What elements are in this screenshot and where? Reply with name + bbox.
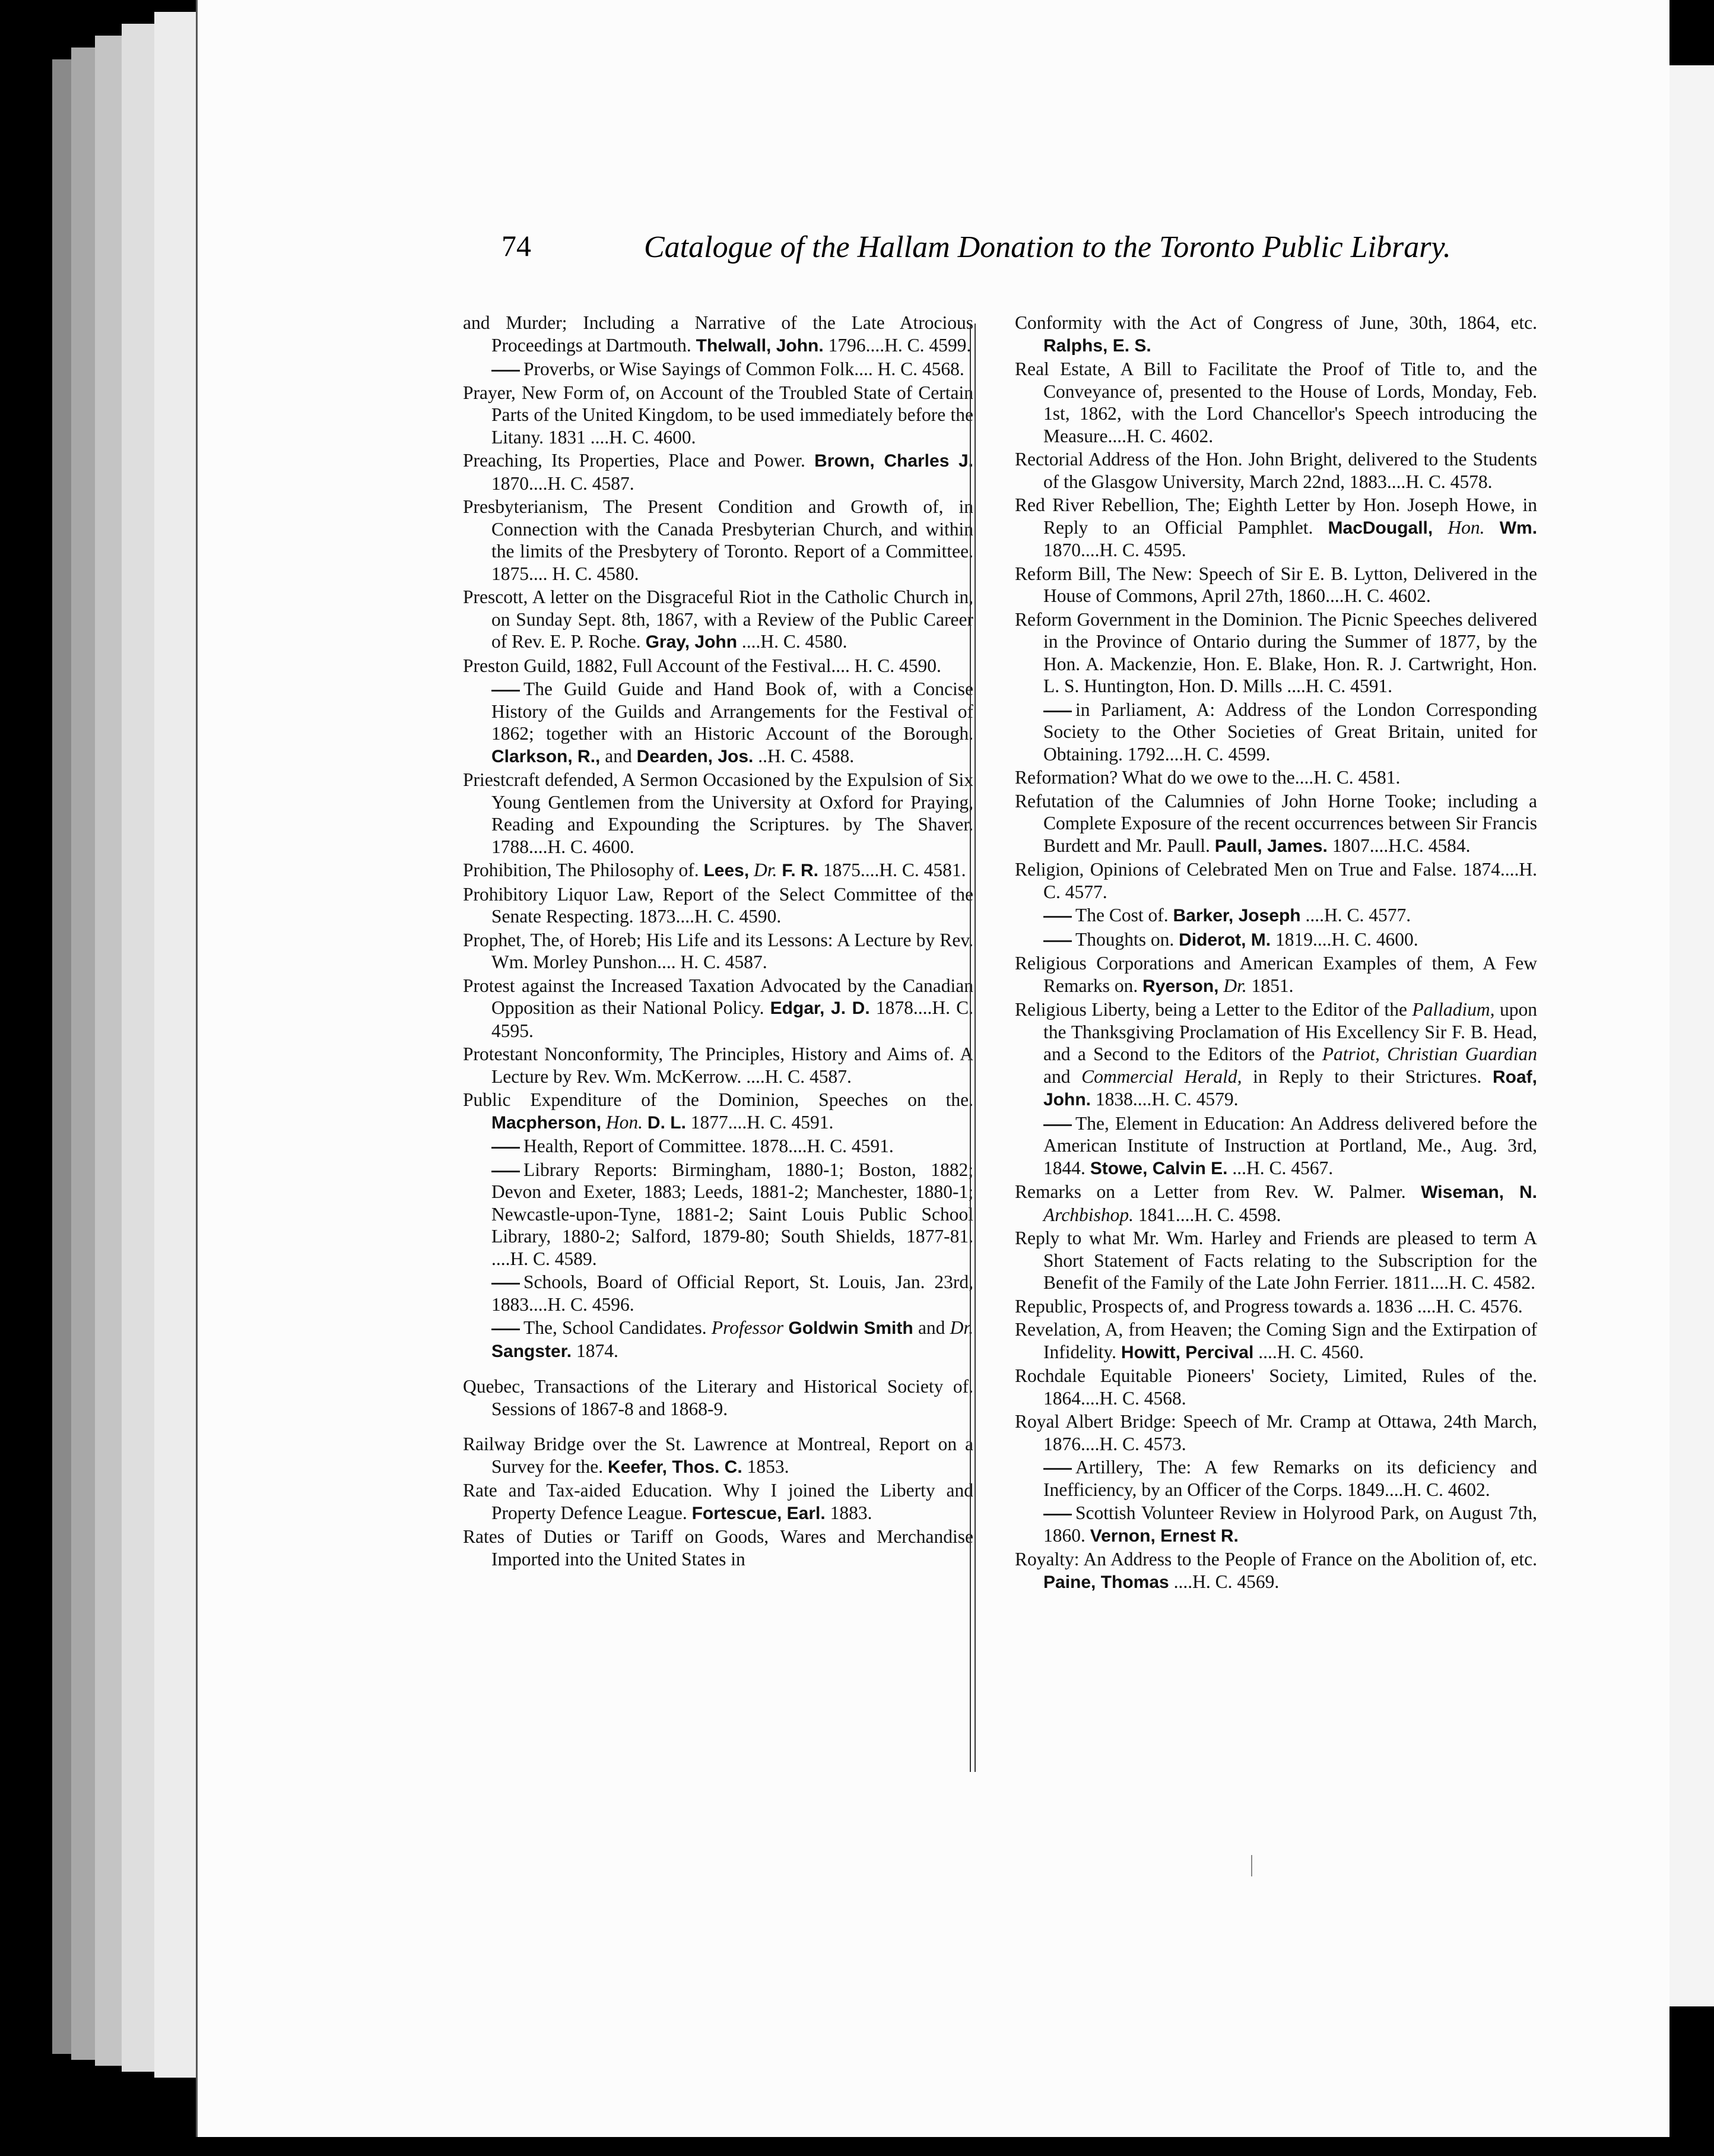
entry-title: Quebec, Transactions of the Literary and Historical Society of. Sessions of 1867-8 and 1868-9. [463, 1376, 973, 1419]
ditto-dash [491, 1283, 520, 1285]
entry-shelfmark: ....H. C. 4560. [1258, 1341, 1364, 1362]
entry-title: Presbyterianism, The Present Condition and Growth of, in Connection with the Canada Presbyterian Church, and within the limits of the Presbytery of Toronto. Report of a Committee. 1875.... H. C. 4580. [463, 496, 973, 584]
entry-shelfmark: 1875....H. C. 4581. [823, 860, 966, 880]
ditto-dash [1043, 1124, 1072, 1126]
ditto-dash [491, 690, 520, 692]
entry-title: Library Reports: Birmingham, 1880-1; Boston, 1882; Devon and Exeter, 1883; Leeds, 1881-2; Manchester, 1880-1; Newcastle-upon-Tyne, 1881-2; Saint Louis Public School Library, 1880-2; Salford, 1879-80; South Shields, 1877-81. ....H. C. 4589. [491, 1159, 973, 1269]
ditto-dash [1043, 711, 1072, 712]
entry-title: The, School Candidates. [523, 1317, 707, 1338]
entry-shelfmark: 1878....H. C. 4595. [491, 997, 974, 1041]
catalogue-entry [1015, 952, 1537, 997]
entry-author: Ryerson, [1142, 976, 1219, 996]
entry-shelfmark: ..H. C. 4588. [758, 745, 855, 766]
entry-author: Howitt, Percival [1121, 1342, 1254, 1362]
catalogue-entry [1015, 699, 1537, 766]
entry-title: Artillery, The: A few Remarks on its deficiency and Inefficiency, by an Officer of the Corps. 1849....H. C. 4602. [1043, 1457, 1537, 1500]
catalogue-entry [1015, 928, 1537, 952]
catalogue-entry [1015, 448, 1537, 493]
entry-author: Roaf, John. [1043, 1067, 1537, 1109]
ditto-dash [491, 1329, 520, 1330]
entry-author: Sangster. [491, 1341, 572, 1361]
entry-author: MacDougall, [1328, 518, 1433, 538]
entry-conjunction: and [605, 745, 632, 766]
entry-italic: Dr. [1223, 975, 1247, 996]
catalogue-entry [1015, 1181, 1537, 1226]
catalogue-entry [1015, 858, 1537, 903]
entry-shelfmark: 1877....H. C. 4591. [690, 1111, 834, 1133]
entry-title: Refutation of the Calumnies of John Horne Tooke; including a Complete Exposure of the recent occurrences between Sir Francis Burdett and Mr. Paull. [1015, 790, 1537, 856]
entry-author: D. L. [647, 1112, 686, 1133]
entry-author: Paull, James. [1214, 836, 1328, 856]
ditto-dash [1043, 1468, 1072, 1470]
entry-italic: Dr. [950, 1317, 974, 1338]
entry-title: Religious Corporations and American Examples of them, A Few Remarks on. [1015, 953, 1537, 996]
entry-title: Thoughts on. [1075, 928, 1175, 950]
catalogue-entry [463, 883, 973, 928]
catalogue-entry [463, 312, 973, 357]
catalogue-entry [463, 358, 973, 381]
entry-author: Wm. [1499, 518, 1538, 538]
entry-author: Barker, Joseph [1173, 906, 1301, 925]
catalogue-entry [1015, 1365, 1537, 1409]
catalogue-entry [463, 496, 973, 585]
catalogue-entry [1015, 1548, 1537, 1593]
entry-title: Religious Liberty, being a Letter to the Editor of the [1015, 999, 1407, 1020]
entry-shelfmark: 1874. [576, 1340, 618, 1361]
entry-author: Thelwall, John. [696, 335, 824, 356]
entry-title: Royal Albert Bridge: Speech of Mr. Cramp at Ottawa, 24th March, 1876....H. C. 4573. [1015, 1411, 1537, 1454]
entry-title: Public Expenditure of the Dominion, Speeches on the. [463, 1089, 973, 1110]
catalogue-entry [1015, 790, 1537, 858]
entry-title: Priestcraft defended, A Sermon Occasioned by the Expulsion of Six Young Gentlemen from the University at Oxford for Praying, Reading and Expounding the Scriptures. by The Shaver. 1788....H. C. 4600. [463, 769, 973, 857]
entry-title: in Parliament, A: Address of the London Corresponding Society to the Other Societies of Great Britain, united for Obtaining. 1792....H. C. 4599. [1043, 699, 1537, 765]
entry-title: The, Element in Education: An Address delivered before the American Institute of Instruction at Portland, Me., Aug. 3rd, 1844. [1043, 1112, 1537, 1178]
page-header [501, 229, 1451, 282]
entry-conjunction: and [1043, 1066, 1071, 1087]
entry-italic: Palladium, [1412, 999, 1495, 1020]
catalogue-entry [1015, 998, 1537, 1111]
entry-author: Paine, Thomas [1043, 1572, 1169, 1592]
entry-author: Macpherson, [491, 1112, 602, 1133]
catalogue-entry [1015, 1227, 1537, 1294]
page-number: 74 [501, 229, 531, 262]
entry-italic: Professor [711, 1317, 784, 1338]
ditto-dash [1043, 916, 1072, 918]
entry-title: Reform Bill, The New: Speech of Sir E. B. Lytton, Delivered in the House of Commons, April 27th, 1860....H. C. 4602. [1015, 563, 1537, 606]
entry-title: Scottish Volunteer Review in Holyrood Park, on August 7th, 1860. [1043, 1502, 1537, 1546]
entry-author: Gray, John [645, 632, 738, 652]
entry-title: Conformity with the Act of Congress of June, 30th, 1864, etc. [1015, 312, 1537, 333]
entry-title: Remarks on a Letter from Rev. W. Palmer. [1015, 1181, 1406, 1202]
catalogue-entry [1015, 608, 1537, 697]
left-column [463, 312, 973, 1571]
entry-shelfmark: 1851. [1251, 975, 1294, 996]
entry-shelfmark: 1870....H. C. 4587. [491, 473, 634, 494]
catalogue-entry [463, 1043, 973, 1087]
ditto-dash [491, 1147, 520, 1149]
entry-title: Reform Government in the Dominion. The Picnic Speeches delivered in the Province of Ontario during the Summer of 1877, by the Hon. A. Mackenzie, Hon. E. Blake, Hon. R. J. Cartwright, Hon. L. S. Huntington, Hon. D. Mills ....H. C. 4591. [1015, 608, 1537, 696]
entry-shelfmark: 1841....H. C. 4598. [1138, 1204, 1281, 1225]
entry-title: Protestant Nonconformity, The Principles, History and Aims of. A Lecture by Rev. Wm. McKerrow. ....H. C. 4587. [463, 1044, 973, 1087]
catalogue-entry [463, 1271, 973, 1315]
entry-author: Keefer, Thos. C. [607, 1457, 742, 1477]
catalogue-entry [463, 859, 973, 882]
entry-title: in Reply to their Strictures. [1253, 1066, 1482, 1087]
entry-author: Fortescue, Earl. [691, 1503, 826, 1523]
entry-title: Real Estate, A Bill to Facilitate the Proof of Title to, and the Conveyance of, presented to the House of Lords, Monday, Feb. 1st, 1862, with the Lord Chancellor's Speech introducing the Measure....H. C. 4602. [1015, 359, 1537, 446]
catalogue-entry [1015, 1112, 1537, 1180]
catalogue-entry [1015, 1502, 1537, 1547]
catalogue-entry [1015, 1456, 1537, 1501]
entry-author: Ralphs, E. S. [1043, 335, 1151, 356]
catalogue-entry [463, 1479, 973, 1524]
entry-title: Protest against the Increased Taxation Advocated by the Canadian Opposition as their National Policy. [463, 975, 973, 1018]
entry-shelfmark: 1883. [830, 1502, 872, 1523]
catalogue-entry [463, 678, 973, 768]
entry-shelfmark: 1838....H. C. 4579. [1095, 1089, 1239, 1109]
entry-title: Religion, Opinions of Celebrated Men on True and False. 1874....H. C. 4577. [1015, 859, 1537, 902]
ditto-dash [491, 1171, 520, 1172]
catalogue-entry [463, 449, 973, 494]
entry-shelfmark: 1819....H. C. 4600. [1275, 928, 1418, 950]
entry-author: Edgar, J. D. [770, 998, 870, 1018]
catalogue-entry [1015, 766, 1537, 789]
entry-title: Reformation? What do we owe to the....H. C. 4581. [1015, 767, 1401, 788]
entry-title: Prescott, A letter on the Disgraceful Riot in the Catholic Church in, on Sunday Sept. 8th, 1867, with a Review of the Public Career of Rev. E. P. Roche. [463, 586, 973, 652]
catalogue-entry [463, 1526, 973, 1570]
entry-title: Prophet, The, of Horeb; His Life and its Lessons: A Lecture by Rev. Wm. Morley Punshon.... H. C. 4587. [463, 929, 973, 972]
running-title: Catalogue of the Hallam Donation to the Toronto Public Library. [644, 230, 1451, 264]
ditto-dash [491, 370, 520, 372]
catalogue-entry [463, 929, 973, 974]
entry-title: Prohibitory Liquor Law, Report of the Select Committee of the Senate Respecting. 1873....H. C. 4590. [463, 883, 973, 927]
entry-title: Rochdale Equitable Pioneers' Society, Limited, Rules of the. 1864....H. C. 4568. [1015, 1365, 1537, 1409]
catalogue-entry [463, 1135, 973, 1158]
catalogue-entry [463, 769, 973, 858]
entry-shelfmark: ...H. C. 4567. [1232, 1157, 1334, 1178]
catalogue-entry [463, 586, 973, 654]
entry-title: upon the Thanksgiving Proclamation of His Excellency Sir F. B. Head, and a Second to the Editors of the [1043, 999, 1537, 1064]
entry-title: Proverbs, or Wise Sayings of Common Folk.... H. C. 4568. [523, 359, 964, 379]
entry-title: Red River Rebellion, The; Eighth Letter by Hon. Joseph Howe, in Reply to an Official Pamphlet. [1015, 494, 1537, 538]
entry-title: and Murder; Including a Narrative of the Late Atrocious Proceedings at Dartmouth. [463, 312, 973, 356]
entry-author: Brown, Charles J. [814, 451, 974, 471]
entry-title: Prayer, New Form of, on Account of the Troubled State of Certain Parts of the United Kingdom, to be used immediately before the Litany. 1831 ....H. C. 4600. [463, 382, 973, 448]
catalogue-entry [1015, 1295, 1537, 1318]
entry-italic: Hon. [1448, 516, 1485, 538]
entry-title: Schools, Board of Official Report, St. Louis, Jan. 23rd, 1883....H. C. 4596. [491, 1272, 973, 1315]
entry-shelfmark: ....H. C. 4569. [1173, 1571, 1280, 1592]
catalogue-entry [1015, 904, 1537, 927]
right-column [1015, 312, 1537, 1594]
catalogue-entry [463, 1433, 973, 1478]
pencil-mark [1251, 1855, 1252, 1876]
catalogue-entry [463, 655, 973, 677]
entry-italic: Archbishop. [1043, 1204, 1134, 1225]
entry-italic: Hon. [605, 1111, 643, 1133]
entry-author: Goldwin Smith [788, 1318, 913, 1338]
entry-title: The Cost of. [1075, 905, 1169, 925]
entry-title: Rates of Duties or Tariff on Goods, Wares and Merchandise Imported into the United States in [463, 1526, 973, 1570]
entry-shelfmark: 1807....H.C. 4584. [1332, 835, 1471, 856]
catalogue-entry [463, 382, 973, 449]
entry-author: Stowe, Calvin E. [1090, 1158, 1228, 1178]
entry-conjunction: and [918, 1317, 945, 1338]
catalogue-entry [463, 1089, 973, 1134]
entry-title: Rate and Tax-aided Education. Why I joined the Liberty and Property Defence League. [463, 1480, 973, 1523]
entry-author: Lees, [703, 861, 750, 880]
catalogue-entry [463, 975, 973, 1042]
entry-shelfmark: 1870....H. C. 4595. [1043, 540, 1186, 560]
entry-author: Clarkson, R., [491, 746, 601, 766]
entry-author: Diderot, M. [1179, 930, 1271, 950]
catalogue-entry [463, 1375, 973, 1420]
entry-shelfmark: 1796....H. C. 4599. [828, 334, 972, 356]
catalogue-entry [463, 1159, 973, 1270]
ditto-dash [1043, 1514, 1072, 1515]
entry-italic: Patriot, Christian Guardian [1322, 1044, 1537, 1064]
entry-title: Republic, Prospects of, and Progress towards a. 1836 ....H. C. 4576. [1015, 1295, 1523, 1317]
catalogue-entry [1015, 1318, 1537, 1364]
entry-title: Prohibition, The Philosophy of. [463, 860, 699, 880]
entry-title: Rectorial Address of the Hon. John Bright, delivered to the Students of the Glasgow University, March 22nd, 1883....H. C. 4578. [1015, 449, 1537, 492]
catalogue-entry [1015, 1410, 1537, 1455]
entry-title: Preaching, Its Properties, Place and Power. [463, 450, 805, 471]
entry-author: F. R. [782, 861, 818, 880]
catalogue-entry [1015, 494, 1537, 562]
entry-shelfmark: ....H. C. 4580. [741, 631, 848, 652]
entry-title: The Guild Guide and Hand Book of, with a Concise History of the Guilds and Arrangements for the Festival of 1862; together with an Historic Account of the Borough. [491, 678, 973, 744]
entry-shelfmark: 1853. [747, 1456, 789, 1477]
entry-title: Railway Bridge over the St. Lawrence at Montreal, Report on a Survey for the. [463, 1434, 973, 1477]
entry-author: Dearden, Jos. [636, 746, 754, 766]
ditto-dash [1043, 940, 1072, 942]
entry-author: Vernon, Ernest R. [1090, 1526, 1239, 1546]
entry-shelfmark: ....H. C. 4577. [1305, 905, 1411, 925]
catalogue-entry [1015, 563, 1537, 607]
entry-title: Health, Report of Committee. 1878....H. C. 4591. [523, 1136, 894, 1156]
entry-author: Wiseman, N. [1421, 1182, 1537, 1202]
catalogue-entry [1015, 312, 1537, 357]
catalogue-entry [463, 1317, 973, 1362]
column-divider [970, 324, 976, 1772]
entry-title: Revelation, A, from Heaven; the Coming Sign and the Extirpation of Infidelity. [1015, 1319, 1537, 1362]
entry-title: Royalty: An Address to the People of France on the Abolition of, etc. [1015, 1549, 1537, 1570]
entry-italic: Dr. [754, 860, 777, 880]
entry-title: Preston Guild, 1882, Full Account of the Festival.... H. C. 4590. [463, 655, 941, 676]
entry-title: Reply to what Mr. Wm. Harley and Friends are pleased to term A Short Statement of Facts relating to the Subscription for the Benefit of the Family of the Late John Ferrier. 1811....H. C. 4582. [1015, 1228, 1537, 1293]
entry-italic: Commercial Herald, [1081, 1066, 1242, 1087]
catalogue-entry [1015, 358, 1537, 447]
